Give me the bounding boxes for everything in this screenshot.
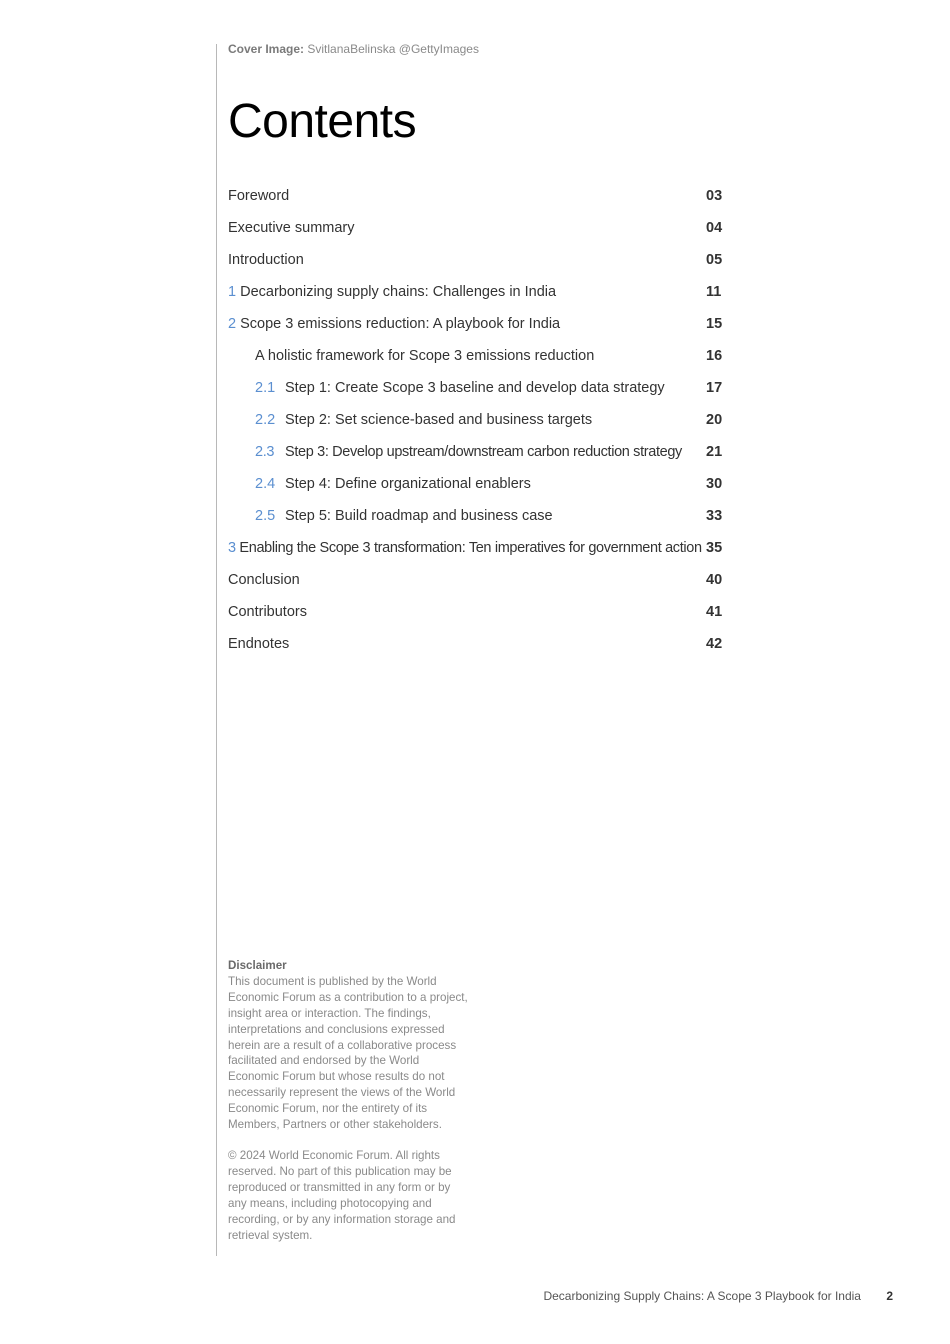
- toc-entry-number: 3: [228, 540, 236, 556]
- toc-entry-title[interactable]: Conclusion: [228, 572, 300, 588]
- toc-entry-number: 2.1: [255, 380, 276, 396]
- toc-entry-title[interactable]: Step 3: Develop upstream/downstream carbon reduction strategy: [285, 444, 682, 460]
- toc-entry-number: 2.2: [255, 412, 276, 428]
- cover-image-label: Cover Image:: [228, 42, 305, 56]
- copyright-notice: © 2024 World Economic Forum. All rights reserved. No part of this publication may be reproduced or transmitted in any form or by any means, including photocopying and recording, or by any information storage and retrieval system.: [228, 1148, 456, 1242]
- table-of-contents: [228, 181, 728, 661]
- toc-entry-holistic-framework[interactable]: [228, 341, 728, 373]
- toc-entry-title[interactable]: Scope 3 emissions reduction: A playbook for India: [240, 316, 561, 332]
- toc-entry-title[interactable]: Introduction: [228, 252, 304, 268]
- toc-entry-page: 30: [706, 476, 723, 492]
- toc-entry-number: 2.3: [255, 444, 275, 460]
- disclaimer: [228, 958, 468, 1243]
- cover-image-credit: [228, 42, 479, 56]
- toc-entry-title[interactable]: Endnotes: [228, 636, 290, 652]
- toc-entry-section-2-1[interactable]: [228, 373, 728, 405]
- toc-entry-page: 20: [706, 412, 723, 428]
- toc-entry-title[interactable]: Enabling the Scope 3 transformation: Ten imperatives for government action: [239, 540, 702, 556]
- toc-entry-page: 11: [706, 284, 722, 300]
- toc-entry-title[interactable]: Decarbonizing supply chains: Challenges in India: [240, 284, 557, 300]
- toc-entry-endnotes[interactable]: [228, 629, 728, 661]
- toc-entry-page: 17: [706, 380, 723, 396]
- toc-entry-page: 33: [706, 508, 723, 524]
- toc-entry-page: 16: [706, 348, 723, 364]
- disclaimer-heading: Disclaimer: [228, 959, 287, 972]
- toc-entry-conclusion[interactable]: [228, 565, 728, 597]
- page-footer: [543, 1289, 893, 1303]
- page-title: Contents: [228, 95, 417, 148]
- toc-entry-number: 2: [228, 316, 237, 332]
- toc-entry-introduction[interactable]: [228, 245, 728, 277]
- toc-entry-page: 04: [706, 220, 723, 236]
- toc-entry-title[interactable]: Step 5: Build roadmap and business case: [285, 508, 553, 524]
- toc-entry-title[interactable]: Executive summary: [228, 220, 355, 236]
- toc-entry-title[interactable]: Step 4: Define organizational enablers: [285, 476, 531, 492]
- toc-entry-number: 2.5: [255, 508, 276, 524]
- toc-entry-page: 40: [706, 572, 723, 588]
- toc-entry-number: 1: [228, 284, 237, 300]
- toc-entry-chapter-3[interactable]: [228, 533, 728, 565]
- footer-document-title: Decarbonizing Supply Chains: A Scope 3 Playbook for India: [543, 1289, 861, 1303]
- toc-entry-section-2-4[interactable]: [228, 469, 728, 501]
- toc-entry-section-2-3[interactable]: [228, 437, 728, 469]
- margin-rule: [216, 44, 217, 1256]
- toc-entry-page: 35: [706, 540, 723, 556]
- toc-entry-chapter-1[interactable]: [228, 277, 728, 309]
- toc-entry-page: 05: [706, 252, 723, 268]
- toc-entry-section-2-5[interactable]: [228, 501, 728, 533]
- toc-entry-title[interactable]: A holistic framework for Scope 3 emissions reduction: [255, 348, 595, 364]
- disclaimer-body: This document is published by the World Economic Forum as a contribution to a project, insight area or interaction. The findings, interpretations and conclusions expressed herein are a result of a collaborative process facilitated and endorsed by the World Economic Forum but whose results do not necessarily represent the views of the World Economic Forum, nor the entirety of its Members, Partners or other stakeholders.: [228, 974, 468, 1132]
- toc-entry-page: 41: [706, 604, 723, 620]
- toc-entry-page: 03: [706, 188, 723, 204]
- cover-image-source: SvitlanaBelinska @GettyImages: [307, 42, 479, 56]
- toc-entry-title[interactable]: Contributors: [228, 604, 307, 620]
- toc-entry-title[interactable]: Step 1: Create Scope 3 baseline and develop data strategy: [285, 380, 665, 396]
- toc-entry-title[interactable]: Foreword: [228, 188, 290, 204]
- toc-entry-number: 2.4: [255, 476, 276, 492]
- toc-entry-section-2-2[interactable]: [228, 405, 728, 437]
- toc-entry-page: 42: [706, 636, 723, 652]
- toc-entry-page: 15: [706, 316, 723, 332]
- toc-entry-chapter-2[interactable]: [228, 309, 728, 341]
- page-number: 2: [886, 1289, 893, 1303]
- toc-entry-executive-summary[interactable]: [228, 213, 728, 245]
- toc-entry-foreword[interactable]: [228, 181, 728, 213]
- toc-entry-contributors[interactable]: [228, 597, 728, 629]
- toc-entry-page: 21: [706, 444, 723, 460]
- toc-entry-title[interactable]: Step 2: Set science-based and business targets: [285, 412, 593, 428]
